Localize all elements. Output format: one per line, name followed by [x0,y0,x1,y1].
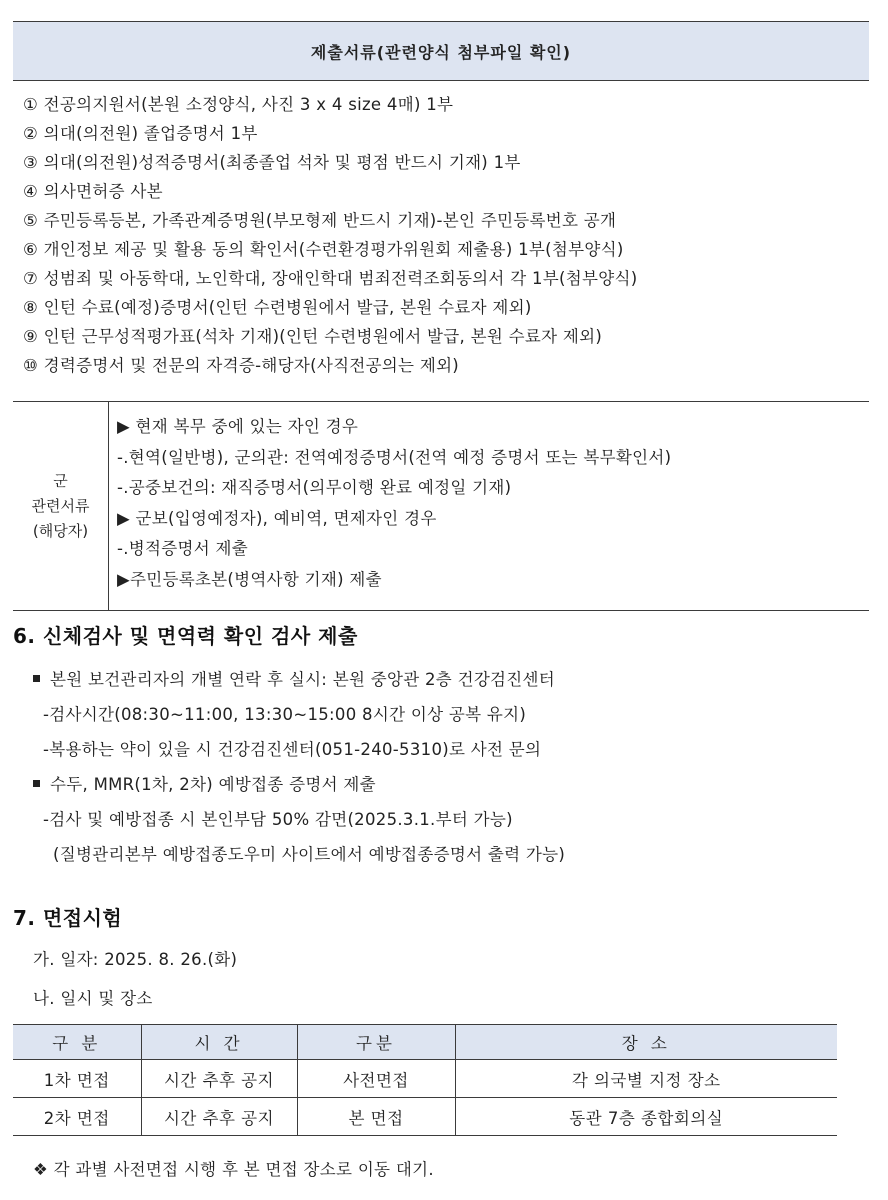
document-item: ⑦ 성범죄 및 아동학대, 노인학대, 장애인학대 범죄전력조회동의서 각 1부(첨부양식) [23,269,638,288]
document-item: ② 의대(의전원) 졸업증명서 1부 [23,124,258,143]
document-item: ⑧ 인턴 수료(예정)증명서(인턴 수련병원에서 발급, 본원 수료자 제외) [23,298,532,317]
section6-bullet [33,771,376,795]
military-docs-label [13,402,108,610]
military-doc-line: ▶ 현재 복무 중에 있는 자인 경우 [117,417,359,436]
military-doc-line: ▶주민등록초본(병역사항 기재) 제출 [117,569,382,589]
column-header: 시 간 [141,1025,297,1060]
table-cell: 본 면접 [297,1098,455,1136]
table-cell: 시간 추후 공지 [141,1060,297,1098]
table-bottom-border [13,610,869,611]
military-doc-line: ▶ 군보(입영예정자), 예비역, 면제자인 경우 [117,508,437,528]
table-row [13,1098,837,1136]
table-divider [13,401,869,402]
document-item: ⑨ 인턴 근무성적평가표(석차 기재)(인턴 수련병원에서 발급, 본원 수료자 제외) [23,327,603,346]
table-row [13,1060,837,1098]
section6-bullet-text: 수두, MMR(1차, 2차) 예방접종 증명서 제출 [50,775,376,794]
table-cell: 1차 면접 [13,1060,141,1098]
interview-place-heading: 나. 일시 및 장소 [33,989,153,1008]
military-docs-list [117,412,862,595]
square-bullet-icon [33,675,40,682]
military-doc-line: -.현역(일반병), 군의관: 전역예정증명서(전역 예정 증명서 또는 복무확인서) [117,447,672,467]
section6-title: 6. 신체검사 및 면역력 확인 검사 제출 [13,624,358,648]
section6-sub-line: (질병관리본부 예방접종도우미 사이트에서 예방접종증명서 출력 가능) [53,845,566,864]
section6-sub-line: -복용하는 약이 있을 시 건강검진센터(051-240-5310)로 사전 문의 [43,740,542,759]
military-label-line: (해당자) [32,521,89,540]
interview-date: 가. 일자: 2025. 8. 26.(화) [33,950,238,969]
documents-list [23,90,863,380]
military-doc-line: -.공중보건의: 재직증명서(의무이행 완료 예정일 기재) [117,478,512,497]
document-item: ⑥ 개인정보 제공 및 활용 동의 확인서(수련환경평가위원회 제출용) 1부(첨부양식) [23,240,624,259]
table-cell: 사전면접 [297,1060,455,1098]
table-header-row [13,1025,837,1060]
documents-header: 제출서류(관련양식 첨부파일 확인) [13,21,869,81]
table-cell: 각 의국별 지정 장소 [455,1060,837,1098]
military-doc-line: -.병적증명서 제출 [117,539,249,558]
document-item: ③ 의대(의전원)성적증명서(최종졸업 석차 및 평점 반드시 기재) 1부 [23,153,521,172]
table-cell: 시간 추후 공지 [141,1098,297,1136]
table-cell: 동관 7층 종합회의실 [455,1098,837,1136]
square-bullet-icon [33,780,40,787]
section6-bullet [33,666,555,690]
section6-sub-line: -검사시간(08:30~11:00, 13:30~15:00 8시간 이상 공복 유지) [43,705,527,724]
military-label-line: 관련서류 [31,496,90,515]
column-header: 구 분 [13,1025,141,1060]
document-item: ⑩ 경력증명서 및 전문의 자격증-해당자(사직전공의는 제외) [23,356,460,375]
section7-title: 7. 면접시험 [13,906,123,930]
interview-note: ❖ 각 과별 사전면접 시행 후 본 면접 장소로 이동 대기. [33,1160,434,1179]
table-vertical-divider [108,402,109,610]
column-header: 구분 [297,1025,455,1060]
military-label-line: 군 [53,471,68,490]
section6-sub-line: -검사 및 예방접종 시 본인부담 50% 감면(2025.3.1.부터 가능) [43,810,513,829]
document-item: ④ 의사면허증 사본 [23,182,163,201]
required-documents-table [13,21,869,611]
section6-bullet-text: 본원 보건관리자의 개별 연락 후 실시: 본원 중앙관 2층 건강검진센터 [50,670,556,689]
table-cell: 2차 면접 [13,1098,141,1136]
interview-table [13,1024,837,1136]
column-header: 장 소 [455,1025,837,1060]
document-item: ① 전공의지원서(본원 소정양식, 사진 3 x 4 size 4매) 1부 [23,95,454,114]
document-item: ⑤ 주민등록등본, 가족관계증명원(부모형제 반드시 기재)-본인 주민등록번호 공개 [23,211,617,230]
